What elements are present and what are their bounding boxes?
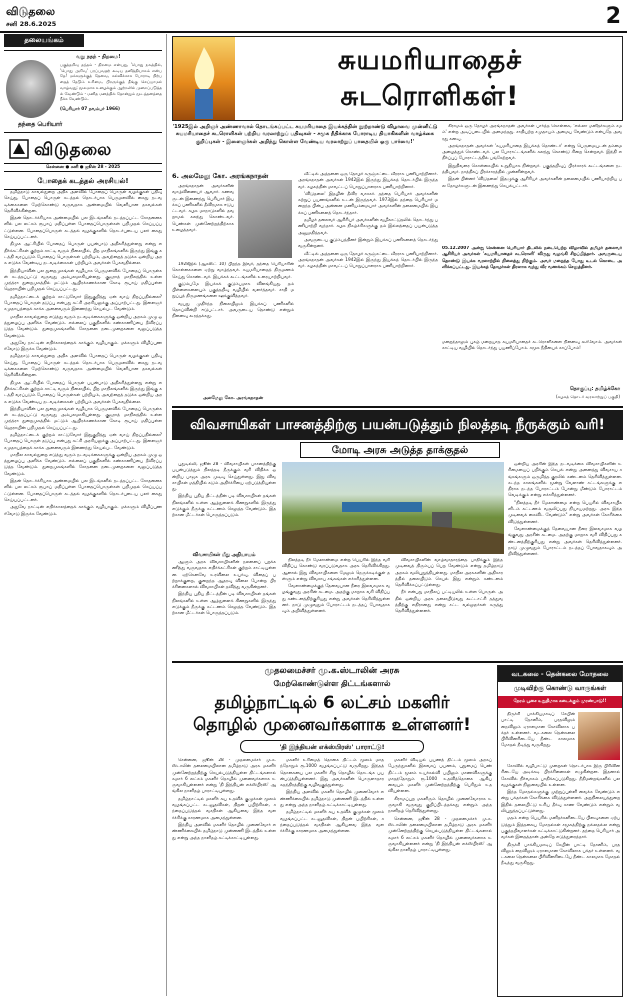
tribute-paragraph: வயது முதிர்ந்த நிலையிலும் இயக்கப் பணிகளில் தொய்வின்றி ஈடுபட்டார். அவருடைய தொண்டு என்றும் நினைவு கூரத்தக்கது. [172,301,294,320]
editorial-paragraph: தமிழ்நாடு காவல்துறை அதிக அளவில் போதைப் பொருள் வழக்குகள் பதிவு செய்து, போதைப் பொருள் கடத்தல் தொடர்பாக பெருமளவில் கைது நடவடிக்கைகளை மேற்கொண்டு வருவதாக அண்மையில் வெளியான தகவல்கள் தெரிவிக்கின்றன. [4,190,162,214]
rule [172,406,623,408]
side-box-paragraph: கோவில் வழிபாட்டு முறைகள் தொடர்பாக இரு பிரிவினரிடையே அடிக்கடி பிரச்சினைகள் எழுகின்றன. இதனால் கோவில் நிர்வாகம் பாதிக்கப்படுகிறது. நீதிமன்றங்களில் பல வழக்குகள் நிலுவையில் உள்ளன. [501,764,620,788]
women-col1 [172,758,276,994]
paper-meta: சென்னை ● சனி ● ஜூன் 28 - 2025 [4,163,162,172]
tax-paragraph: வேளாண்மைக்குத் தேவையான நீரை இலவசமாக வழங்குவது அரசின் கடமை. அதற்கு மாறாக வரி விதிப்பது கண்டனத்திற்குரியது என்று அவர்கள் தெரிவித்துள்ளனர். நாடு முழுவதும் போராட்டம் நடத்தப் போவதாகவும் அறிவித்துள்ளனர். [508,526,622,558]
tribute-paragraph: 1928இல் (ஆகஸ்ட் 10) பிறந்த இவர், தந்தை பெரியாரின் கொள்கைகளை ஏற்று வாழ்ந்தவர். சுயமரியாதைத் திருமணம் செய்து கொண்டவர். இயக்கக் கூட்டங்களில் உரையாற்றியவர். [172,262,294,280]
banner-headline-line2: சுடரொளிகள்! [340,81,520,112]
women-paragraph: சென்னை, ஜூன் 28 - முதலமைச்சர் மு.க.ஸ்டாலின் தலைமையிலான தமிழ்நாடு அரசு மகளிர் முன்னேற்றத்திற்கு செயல்படுத்தியுள்ள திட்டங்களால் சுமார் 6 லட்சம் மகளிர் தொழில் முனைவர்களாக உருவாகியுள்ளனர் என்று 'தி இந்தியன் எக்ஸ்பிரஸ்' ஆங்கில நாளிதழ் பாராட்டியுள்ளது. [172,758,276,795]
side-box-red-bar: நேரம் பூசை உறுதிமாக கடைக்கும் முரண்பாடு!! [498,696,622,708]
quote-source: (பெரியார் 07 நவம்பர் 1966) [60,107,120,112]
tribute-intro: '1925இல் அறிஞர் அண்ணாவால் தொடங்கப்பட்ட சுயமரியாதை இயக்கத்தின் நூற்றாண்டு விழாவை முன்னிட்டு சுயமரியாதைச் சுடரொளிகள் பற்றிய வரலாற்றுப் பதிவுகள் - சமூக நீதிக்காக போராடிய தியாகிகளின் வாழ்க்கை குறிப்புகள் - இளைஞர்கள் அறிந்து கொள்ள வேண்டிய வரலாற்றுப் பாதையில் ஒரு பார்வை!' [172,124,438,145]
tribute-col1 [172,262,294,392]
editorial-paragraph: திமுக ஆட்சியில் போதைப் பொருள் பயன்பாடு அதிகரித்துள்ளது என்று எதிர்க்கட்சிகள் குற்றம் சாட்டி வரும் நிலையில், பிற மாநிலங்களில் இருந்து இங்கு கடத்தி வரப்படும் போதைப் பொருள்கள் பற்றியும், அவற்றைத் தடுக்க ஒன்றிய அரசு எடுக்க வேண்டிய நடவடிக்கைகள் பற்றியும் அவர்கள் பேசுவதில்லை. [4,380,162,405]
quote-title: வறு நதந் - திறமை! [76,54,121,60]
page-number: 2 [605,4,621,29]
women-paragraph: தமிழ்நாட்டில் மகளிர் சுய உதவிக் குழுக்கள் மூலம் வழங்கப்பட்ட கடனுதவிகள், திறன் பயிற்சிகள், சந்தைப்படுத்தல் வசதிகள் ஆகியவை இந்த வளர்ச்சிக்கு காரணமாக அமைந்துள்ளன. [172,796,276,821]
tax-col1b [172,560,276,656]
women-paragraph: இந்திய அளவில் மகளிர் தொழில் முனைவோர் எண்ணிக்கையில் தமிழ்நாடு முன்னணி இடத்தில் உள்ளது என்று அந்த நாளிதழ் சுட்டிக்காட்டியுள்ளது. [172,822,276,841]
tax-paragraph: இந்திய புதிய திட்டத்தின் படி விவசாயிகள் தங்கள் நிலங்களில் உள்ள ஆழ்துளைக் கிணறுகளில் இருந்து எடுக்கும் நீருக்கு கட்டணம் செலுத்த வேண்டும். இதற்கான மீட்டர்கள் பொருத்தப்படும். [172,494,276,519]
quote-text: பகுத்தறிவு தந்தம் - திறமை என்பது, 'பொது நலத்தில், 'பொது அறிவு' பரப்புவதற் கூடிய தனித்தியாகம் என்பதே! மக்களுக்குத் தேவை, கல்விக்காக போராடி நிற்பதைத் தேடும் உரிமை, பிறருக்குத் தீங்கு செய்யாமல் வாழ்வது; மூலமாக உழைக்கும் ஆற்றலில் முறைப்படுத்தல் வேண்டும் - மனித மனத்தில் தோன்றும் மூடத்தனத்தை நீக்க வேண்டும். [60,62,162,102]
side-box-body [501,764,620,994]
editorial-paragraph: திமுக ஆட்சியில் போதைப் பொருள் பயன்பாடு அதிகரித்துள்ளது என்று எதிர்க்கட்சிகள் குற்றம் சாட்டி வரும் நிலையில், பிற மாநிலங்களில் இருந்து இங்கு கடத்தி வரப்படும் போதைப் பொருள்கள் பற்றியும், அவற்றைத் தடுக்க ஒன்றிய அரசு எடுக்க வேண்டிய நடவடிக்கைகள் பற்றியும் அவர்கள் பேசுவதில்லை. [4,242,162,267]
women-paragraph: கிராமப்புற மகளிரும் தொழில் முனைவோராக உருவாகி வருவது குறிப்பிடத்தக்கது என்றும் அந்த நாளிதழ் தெரிவித்துள்ளது. [388,796,492,815]
tax-col2 [282,558,390,658]
paper-name: விடுதலை [34,140,112,160]
issue-date: சனி 28.6.2025 [6,20,57,28]
women-col2 [280,758,384,994]
divider [4,132,162,133]
women-paragraph: இந்திய அளவில் மகளிர் தொழில் முனைவோர் எண்ணிக்கையில் தமிழ்நாடு முன்னணி இடத்தில் உள்ளது என்று அந்த நாளிதழ் சுட்டிக்காட்டியுள்ளது. [280,790,384,809]
tax-col1 [172,462,276,550]
tribute-author: தொகுப்பு: தமிழ்க்கோ [569,386,620,392]
tax-headline: விவசாயிகள் பாசனத்திற்கு பயன்படுத்தும் நிலத்தடி நீருக்கும் வரி! [172,410,623,440]
header-rule [0,31,627,33]
women-kicker: முதலமைச்சர் மு.க.ஸ்டாலின் அரசு [264,666,400,676]
section-label: தலையங்கம் [4,34,84,47]
tribute-photo [238,180,292,258]
women-paragraph: தமிழ்நாட்டில் மகளிர் சுய உதவிக் குழுக்கள் மூலம் வழங்கப்பட்ட கடனுதவிகள், திறன் பயிற்சிகள், சந்தைப்படுத்தல் வசதிகள் ஆகியவை இந்த வளர்ச்சிக்கு காரணமாக அமைந்துள்ளன. [280,810,384,835]
editorial-paragraph: தமிழ்நாட்டைக் குற்றம் சாட்டுவோர் இதுகுறித்து ஏன் வாய் திறப்பதில்லை? போதைப் பொருள் தடுப்பு என்பது கட்சி அரசியலுக்கு அப்பாற்பட்டது. இளைஞர் சமுதாயத்தைக் காக்க அனைவரும் இணைந்து செயல்பட வேண்டும். [4,432,162,451]
tax-col3 [395,558,503,658]
women-kicker2: மேற்கொண்டுள்ள திட்டங்களால் [273,679,391,688]
women-paragraph: மகளிர் விடியல் பயணத் திட்டம் மூலம் அரசுப் பேருந்துகளில் இலவசப் பயணம், புதுமைப் பெண் திட்டம் மூலம் உயர்கல்வி பயிலும் மாணவிகளுக்கு மாதந்தோறும் ரூ.1000 உதவித்தொகை ஆகியவையும் மகளிர் முன்னேற்றத்திற்கு பெரிதும் உதவியுள்ளன. [388,758,492,795]
tribute-paragraph: 'விடுதலை' இதழின் தீவிர வாசகர். தந்தை பெரியார் அவர்களின் சுற்றுப் பயணங்களில் உடன் இருந்தவர். 1973இல் தந்தை பெரியார் மறைந்த பின்பு அன்னை மணியம்மையார் அவர்களின் தலைமையில் இயக்கப் பணிகளைத் தொடர்ந்தார். [298,191,438,216]
tribute-paragraph: இறுதிவரை கொள்கையில் உறுதியாக நின்றவர். பகுத்தறிவுப் பிரச்சாரக் கூட்டங்களை நடத்தியவர். நாத்திகப் பிரச்சாரத்தில் முன்னின்றவர். [442,163,622,176]
tax-subhead: மோடி அரசு அடுத்த தாக்குதல் [300,442,500,458]
editorial-paragraph: மாநில காவல்துறை எடுத்து வரும் நடவடிக்கைகளுக்கு ஒன்றிய அரசும் முழு ஒத்துழைப்பு அளிக்க வேண்டும். எல்லைப் பகுதிகளில் கண்காணிப்பை தீவிரப்படுத்த வேண்டும். துறைமுகங்களில் சோதனை நடைமுறைகளை வலுப்படுத்த வேண்டும். [4,452,162,477]
tax-paragraph: புதுடில்லி, ஜூன் 28 - விவசாயிகள் பாசனத்திற்கு பயன்படுத்தும் நிலத்தடி நீருக்கும் வரி விதிக்க ஒன்றிய பாஜக அரசு முடிவு செய்துள்ளது. இது விவசாயிகள் மத்தியில் கடும் அதிர்ச்சியை ஏற்படுத்தியுள்ளது. [172,462,276,493]
tax-body-subhead: விவசாயிகள் மீது அநியாயம் [192,553,256,558]
tribute-paragraph: தமிழர் தலைவர் ஆசிரியர் அவர்களின் வழிகாட்டுதலில் தொடர்ந்து பணியாற்றி வந்தார். கழக நிகழ்ச்சிகளுக்கு தம் இல்லத்தைப் பயன்படுத்த அனுமதித்தவர். [298,218,438,236]
side-box-head2: முடிவிற்கு கொண்டு வாருங்கள் [513,684,607,692]
editorial-paragraph: தமிழ்நாடு காவல்துறை அதிக அளவில் போதைப் பொருள் வழக்குகள் பதிவு செய்து, போதைப் பொருள் கடத்தல் தொடர்பாக பெருமளவில் கைது நடவடிக்கைகளை மேற்கொண்டு வருவதாக அண்மையில் வெளியான தகவல்கள் தெரிவிக்கின்றன. [4,354,162,379]
tribute-paragraph: வீட்டில் அத்தனை ஒரு தோழர் கருஞ்சட்டை வீரராக பணியாற்றினார். அரங்கநாதன் அவர்கள் 1942இல் இருந்து இயக்கத் தொடர்பில் இருந்தவர். கழகத்தின் மாவட்டப் பொறுப்பாளராக பணியாற்றினார். [298,251,438,270]
tribute-col2 [298,172,438,404]
side-box-paragraph: திருச்சி பாக்கியமாடிப் சேயின் பாட்டி தோனிம், பரதவிலும் நைவிலும் ஏராளமான கோவிலாக பக்தர் உள்ளனர். வடகலை தென்கலை பிரிவினரிடையே நீண்ட காலமாக மோதல் நீடித்து வருகிறது. [501,712,575,749]
tax-paragraph: நீர் என்பது மாநிலப் பட்டியலில் உள்ள பொருள். அதில் ஒன்றிய அரசு தலையிடுவது கூட்டாட்சி தத்துவத்திற்கு எதிரானது என்று சட்ட வல்லுநர்கள் கருத்து தெரிவித்துள்ளனர். [395,590,503,615]
side-box-body-top [501,712,575,762]
masthead: விடுதலை [6,5,56,18]
women-headline2: தொழில் முனைவர்களாக உள்ளனர்! [193,715,471,735]
tribute-col3 [442,124,622,244]
tribute-paragraph: குடும்பமே இயக்கக் குடும்பமாக விளங்கியது. தம் பிள்ளைகளையும் பகுத்தறிவு வழியில் வளர்த்தவர். சாதி மறுப்புத் திருமணங்களை ஊக்குவித்தவர். [172,281,294,300]
side-box-paragraph: மதம் என்ற பெயரில் மனிதர்களிடையே பிளவுகளை ஏற்படுத்தும் இத்தகைய மோதல்கள் சமூகத்திற்கு நல்லதல்ல என்று பகுத்தறிவாளர்கள் சுட்டிக்காட்டுகின்றனர். தந்தை பெரியார் அவர்கள் இதைத்தான் அன்றே எடுத்துரைத்தார். [501,816,620,841]
signature: தந்தை பெரியார் [18,121,63,128]
tax-paragraph: ஒன்றிய அரசின் இந்த நடவடிக்கை விவசாயிகளின் உரிமையைப் பறிக்கும் செயல் என்று அனைத்து விவசாய சங்கங்களும் ஒருமித்த குரலில் கண்டனம் தெரிவித்துள்ளன. கடந்த காலங்களில் மூன்று வேளாண் சட்டங்களுக்கு எதிராக நடந்த போராட்டம் போன்று மீண்டும் போராட்டம் வெடிக்கும் என்று எச்சரித்துள்ளனர். [508,462,622,499]
editorial-paragraph: அதுவே நாட்டின் எதிர்காலத்தைக் காக்கும் வழியாகும். மக்களும் விழிப்புணர்வோடு இருக்க வேண்டும். [4,505,162,517]
section-rule [4,50,162,51]
tribute-name: 6. அலமேலு கோ. அரங்கநாதன் [172,172,269,180]
women-headline: தமிழ்நாட்டில் 6 லட்சம் மகளிர் [214,693,450,713]
side-box-paragraph: இந்த மோதல்களுக்கு முற்றுப்புள்ளி வைக்க வேண்டும் என்று பக்தர்கள் கோரிக்கை விடுத்துள்ளனர். அறநிலையத்துறை இதில் தலையிட்டு உரிய தீர்வு காண வேண்டும் என்றும் வலியுறுத்தப்பட்டுள்ளது. [501,790,620,815]
farm-field-photo [282,462,504,554]
rule [172,661,623,663]
tribute-paragraph: அரங்கநாதன் அவர்களின் வாழ்விணையர் ஆவார். கணவருடன் இணைந்து பெரியார் இயக்கப் பணிகளில் தீவிரமாக ஈடுபட்டவர். கழக மாநாடுகளில் தவறாமல் கலந்து கொண்டவர். பெண்கள் முன்னேற்றத்திற்காக உழைத்தவர். [172,184,234,234]
tribute-highlight: 05.12.2007 அன்று சென்னை பெரியார் திடலில் நடைபெற்ற விழாவில் தமிழர் தலைவர் ஆசிரியர் அவர்கள் 'சுயமரியாதைச் சுடரொளி' விருது வழங்கி சிறப்பித்தார். அவருடைய தொண்டு இயக்க வரலாற்றில் நிலைத்து நிற்கும். அவர் மறைந்த போது உடல் கொடை அளிக்கப்பட்டது. இயக்கத் தோழர்கள் திரளாக வந்து வீர வணக்கம் செலுத்தினர். [442,246,622,270]
side-box-photo [578,712,620,760]
tax-paragraph: இந்திய புதிய திட்டத்தின் படி விவசாயிகள் தங்கள் நிலங்களில் உள்ள ஆழ்துளைக் கிணறுகளில் இருந்து எடுக்கும் நீருக்கு கட்டணம் செலுத்த வேண்டும். இதற்கான மீட்டர்கள் பொருத்தப்படும். [172,592,276,617]
tax-paragraph: நிலத்தடி நீர் மேலாண்மை என்ற பெயரில் இந்த வரி விதிப்பு கொண்டு வரப்படுவதாக அரசு தெரிவிக்கிறது. ஆனால் இது விவசாயிகளை மேலும் நெருக்கடிக்குள் தள்ளும் என்று விவசாய சங்கங்கள் எச்சரித்துள்ளன. [282,558,390,582]
tribute-paragraph: இதன் பின்னர் 'விடுதலை' இதழுக்கு ஆசிரியர் அவர்களின் தலைமையில் பணியாற்றிய பல தோழர்களுடன் இணைந்து செயல்பட்டார். [442,177,622,189]
paper-logo-icon [8,138,30,160]
tribute-paragraph: கிராமம் ஒரு தோழர் அரங்கநாதன் அவர்கள் பார்த்த கொள்கை, 'எல்லா மனிதர்களும் சமம்' என்ற அடிப்படையில் அமைந்தது. சாதியற்ற சமுதாயம் அமைய வேண்டும் என்பதே அவரது கனவு. [442,124,622,142]
tax-paragraph: "நிலத்தடி நீர் மேலாண்மை என்ற பெயரில் விவசாயிகளிடம் கட்டணம் வசூலிப்பது நியாயமற்றது. அரசு இந்த முடிவைக் கைவிட வேண்டும்" என்று அவர்கள் கோரிக்கை விடுத்துள்ளனர். [508,500,622,525]
women-paragraph: மகளிர் உரிமைத் தொகை திட்டம் மூலம் மாதந்தோறும் ரூ.1000 வழங்கப்பட்டு வருகிறது. இந்தத் தொகையை பல மகளிர் சிறு தொழில் தொடங்க பயன்படுத்தியுள்ளனர். இது அவர்களின் பொருளாதார சுதந்திரத்திற்கு வழிவகுத்துள்ளது. [280,758,384,789]
tax-col4 [508,462,622,658]
women-col3 [388,758,492,994]
side-box-head: வடகலை - தென்கலை மோதலை [498,666,622,682]
periyar-portrait [6,60,56,118]
tribute-col3b: மறைந்தாலும் புகழ் மறையாத சுயமரியாதைச் சுடரொளிகளை நினைவு கூர்வோம். அவர்கள் காட்டிய வழியில் தொடர்ந்து பயணிப்போம். சமூக நீதியைக் காப்போம்! [442,340,622,352]
editorial-paragraph: இதன் தொடர்ச்சியாக அண்மையில் பல இடங்களில் நடத்தப்பட்ட சோதனைகளில் பல லட்சம் ரூபாய் மதிப்புள்ள போதைப்பொருள்கள் பறிமுதல் செய்யப்பட்டுள்ளன. போதைப்பொருள் கடத்தல் வழக்குகளில் தொடர்புடைய பலர் கைது செய்யப்பட்டனர். [4,216,162,241]
photo-caption: அலமேலு கோ. அரங்கநாதன் [202,396,264,401]
editorial-paragraph: மாநில காவல்துறை எடுத்து வரும் நடவடிக்கைகளுக்கு ஒன்றிய அரசும் முழு ஒத்துழைப்பு அளிக்க வேண்டும். எல்லைப் பகுதிகளில் கண்காணிப்பை தீவிரப்படுத்த வேண்டும். துறைமுகங்களில் சோதனை நடைமுறைகளை வலுப்படுத்த வேண்டும். [4,314,162,339]
women-paragraph: சென்னை, ஜூன் 28 - முதலமைச்சர் மு.க.ஸ்டாலின் தலைமையிலான தமிழ்நாடு அரசு மகளிர் முன்னேற்றத்திற்கு செயல்படுத்தியுள்ள திட்டங்களால் சுமார் 6 லட்சம் மகளிர் தொழில் முனைவர்களாக உருவாகியுள்ளனர் என்று 'தி இந்தியன் எக்ஸ்பிரஸ்' ஆங்கில நாளிதழ் பாராட்டியுள்ளது. [388,816,492,854]
flame-icon [173,37,235,120]
editorial-paragraph: இதன் தொடர்ச்சியாக அண்மையில் பல இடங்களில் நடத்தப்பட்ட சோதனைகளில் பல லட்சம் ரூபாய் மதிப்புள்ள போதைப்பொருள்கள் பறிமுதல் செய்யப்பட்டுள்ளன. போதைப்பொருள் கடத்தல் வழக்குகளில் தொடர்புடைய பலர் கைது செய்யப்பட்டனர். [4,479,162,503]
column-divider [166,34,167,996]
women-tag: 'தி இந்தியன் எக்ஸ்பிரஸ்' பாராட்டு! [240,740,424,753]
editorial-paragraph: இந்தியாவின் பல துறைமுகங்கள் வழியாக பெருமளவில் போதைப் பொருள்கள் கடத்தப்பட்டு வருவது அம்பலமாகியுள்ளது. குஜராத் மாநிலத்தில் உள்ள முந்த்ரா துறைமுகத்தில் மட்டும் ஆயிரக்கணக்கான கோடி ரூபாய் மதிப்புள்ள ஹெராயின் பறிமுதல் செய்யப்பட்டது. [4,406,162,431]
banner-headline-line1: சுயமரியாதைச் [337,45,523,76]
editorial-paragraph: தமிழ்நாட்டைக் குற்றம் சாட்டுவோர் இதுகுறித்து ஏன் வாய் திறப்பதில்லை? போதைப் பொருள் தடுப்பு என்பது கட்சி அரசியலுக்கு அப்பாற்பட்டது. இளைஞர் சமுதாயத்தைக் காக்க அனைவரும் இணைந்து செயல்பட வேண்டும். [4,294,162,313]
tribute-paragraph: அரங்கநாதன் அவர்கள் 'சுயமரியாதை இயக்கத் தொண்டர்' என்று பெருமையுடன் தம்மை அழைத்துக் கொண்டவர். பல போராட்டங்களில் கலந்து கொண்டு சிறை சென்றவர். இந்தி எதிர்ப்புப் போராட்டத்தில் பங்கேற்றவர். [442,143,622,162]
side-box-paragraph: திருச்சி பாக்கியமாடிப் சேயின் பாட்டி தோனிம், பரதவிலும் நைவிலும் ஏராளமான கோவிலாக பக்தர் உள்ளனர். வடகலை தென்கலை பிரிவினரிடையே நீண்ட காலமாக மோதல் நீடித்து வருகிறது. [501,842,620,867]
tax-paragraph: வேளாண்மைக்குத் தேவையான நீரை இலவசமாக வழங்குவது அரசின் கடமை. அதற்கு மாறாக வரி விதிப்பது கண்டனத்திற்குரியது என்று அவர்கள் தெரிவித்துள்ளனர். நாடு முழுவதும் போராட்டம் நடத்தப் போவதாகவும் அறிவித்துள்ளனர். [282,584,390,615]
editorial-body [4,190,162,995]
editorial-headline: போதைக் கடத்தல் அரசியல்! [4,176,162,190]
tribute-author-note: (கழகத் தொடர் வரலாற்றுப் பகுதி) [556,394,620,399]
tribute-paragraph: அவருடைய குடும்பத்தினர் இன்றும் இயக்கப் பணிகளைத் தொடர்ந்து வருகின்றனர். [298,237,438,250]
tax-paragraph: விவசாயிகளின் வாழ்வாதாரத்தை பாதிக்கும் இந்த முடிவைத் திரும்பப் பெற வேண்டும் என்று தமிழ்நாடு அரசும் வலியுறுத்தியுள்ளது. மாநில அரசுகளின் அதிகாரத்தில் தலையிடும் செயல் இது என்றும் கண்டனம் தெரிவிக்கப்பட்டுள்ளது. [395,558,503,589]
tax-paragraph: ஆளும் அரசு விவசாயிகளின் நலனைப் புறக்கணித்து வருவதாக எதிர்க்கட்சிகள் குற்றம் சாட்டியுள்ளன. ஏற்கெனவே உரவிலை உயர்வு, விதைப் பற்றாக்குறை, குறைந்த ஆதரவு விலை போன்ற பிரச்சினைகளால் விவசாயிகள் தவித்து வருகின்றனர். [172,560,276,591]
tribute-paragraph: வீட்டில் அத்தனை ஒரு தோழர் கருஞ்சட்டை வீரராக பணியாற்றினார். அரங்கநாதன் அவர்கள் 1942இல் இருந்து இயக்கத் தொடர்பில் இருந்தவர். கழகத்தின் மாவட்டப் பொறுப்பாளராக பணியாற்றினார். [298,172,438,190]
editorial-paragraph: இந்தியாவின் பல துறைமுகங்கள் வழியாக பெருமளவில் போதைப் பொருள்கள் கடத்தப்பட்டு வருவது அம்பலமாகியுள்ளது. குஜராத் மாநிலத்தில் உள்ள முந்த்ரா துறைமுகத்தில் மட்டும் ஆயிரக்கணக்கான கோடி ரூபாய் மதிப்புள்ள ஹெராயின் பறிமுதல் செய்யப்பட்டது. [4,268,162,293]
editorial-paragraph: அதுவே நாட்டின் எதிர்காலத்தைக் காக்கும் வழியாகும். மக்களும் விழிப்புணர்வோடு இருக்க வேண்டும். [4,340,162,353]
